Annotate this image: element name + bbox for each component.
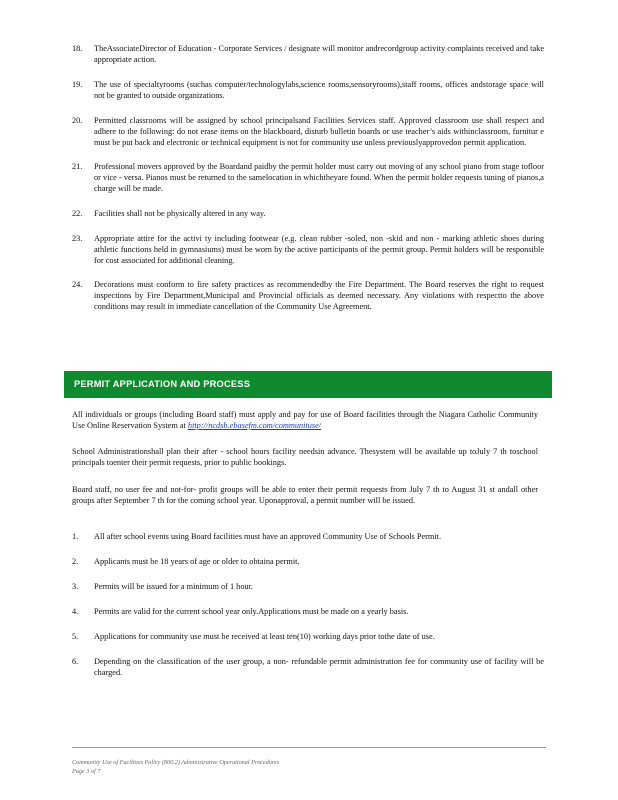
item-text: Depending on the classification of the user group, a non- refundable permit administration fee for community use of facility will be charged. (94, 657, 544, 677)
item-number: 2. (72, 557, 79, 566)
item-number: 24. (72, 280, 83, 289)
item-text: Permitted classrooms will be assigned by school principalsand Facilities Services staff. Approved classroom use shall respect and adhere to the following: do not erase items on the blackboard, disturb bulletin boards or use teacher’s aids withinclassroom, furnitur e must be put back and electronic or technical equipment is not for community use unless previouslyapprovedon permit application. (94, 116, 544, 147)
item-number: 20. (72, 116, 83, 125)
intro-text: All individuals or groups (including Board staff) must apply and pay for use of Board facilities through the Niagara Catholic Community Use Online Reservation System at (72, 410, 538, 430)
list-item (72, 279, 544, 312)
item-text: Professional movers approved by the Boardand paidby the permit holder must carry out moving of any school piano from stage tofloor or vice - versa. Pianos must be returned to the samelocation in whichtheyare found. When the permit holder requests tuning of pianos,a charge will be made. (94, 162, 544, 193)
footer-page-number: Page 3 of 7 (72, 768, 101, 775)
list-item (72, 556, 544, 567)
item-text: Permits will be issued for a minimum of 1 hour. (94, 582, 254, 591)
item-text: Permits are valid for the current school year only.Applications must be made on a yearly basis. (94, 607, 409, 616)
list-item (72, 606, 544, 617)
list-item (72, 656, 544, 678)
item-number: 19. (72, 80, 83, 89)
list-item (72, 233, 544, 266)
list-item (72, 79, 544, 101)
application-rules-list (72, 531, 544, 694)
list-item (72, 531, 544, 542)
staff-paragraph: Board staff, no user fee and not-for- profit groups will be able to enter their permit requests from July 7 th to August 31 st andall other groups after September 7 th for the coming school year. Uponapproval, a permit number will be issued. (72, 485, 538, 505)
item-number: 5. (72, 632, 79, 641)
item-number: 3. (72, 582, 79, 591)
item-number: 22. (72, 209, 83, 218)
item-number: 6. (72, 657, 79, 666)
item-text: Decorations must conform to fire safety practices as recommendedby the Fire Department. The Board reserves the right to request inspections by Fire Department,Municipal and Provincial officials as deemed necessary. Any violations with respectto the above conditions may result in immediate cancellation of the Community Use Agreement. (94, 280, 544, 311)
item-number: 1. (72, 532, 79, 541)
list-item (72, 581, 544, 592)
item-number: 4. (72, 607, 79, 616)
item-number: 23. (72, 234, 83, 243)
item-text: The use of specialtyrooms (suchas computer/technologylabs,science rooms,sensoryrooms),staff rooms, offices andstorage space will not be granted to outside organizations. (94, 80, 544, 100)
admin-paragraph: School Administrationshall plan their after - school hours facility needsin advance. Thesystem will be available up toJuly 7 th toschool principals toenter their permit requests, prior to public bookings. (72, 447, 538, 467)
item-text: All after school events using Board facilities must have an approved Community Use of Schools Permit. (94, 532, 442, 541)
reservation-system-link[interactable]: http://ncdsb.ebasefm.com/communituse/ (187, 421, 322, 430)
list-item (72, 115, 544, 148)
item-number: 18. (72, 44, 83, 53)
list-item (72, 208, 544, 219)
footer-policy-title: Community Use of Facilities Policy (800.2) Administrative Operational Procedures (72, 759, 280, 766)
rules-list (72, 43, 544, 328)
list-item (72, 161, 544, 194)
page-footer (72, 758, 546, 776)
list-item (72, 43, 544, 65)
item-text: Facilities shall not be physically altered in any way. (94, 209, 266, 218)
item-text: Appropriate attire for the activi ty including footwear (e.g. clean rubber -soled, non -skid and non - marking athletic shoes during athletic functions held in gymnasiums) must be worn by the active participants of the permit group. Permit holders will be responsible for cost associated for additional cleaning. (94, 234, 544, 265)
list-item (72, 631, 544, 642)
footer-divider (72, 747, 546, 748)
item-number: 21. (72, 162, 83, 171)
section-heading-banner: PERMIT APPLICATION AND PROCESS (64, 371, 552, 398)
item-text: TheAssociateDirector of Education - Corporate Services / designate will monitor andrecordgroup activity complaints received and take appropriate action. (94, 44, 544, 64)
item-text: Applicants must be 18 years of age or older to obtaina permit. (94, 557, 300, 566)
intro-paragraph (72, 409, 538, 431)
item-text: Applications for community use must be received at least ten(10) working days prior tothe date of use. (94, 632, 435, 641)
